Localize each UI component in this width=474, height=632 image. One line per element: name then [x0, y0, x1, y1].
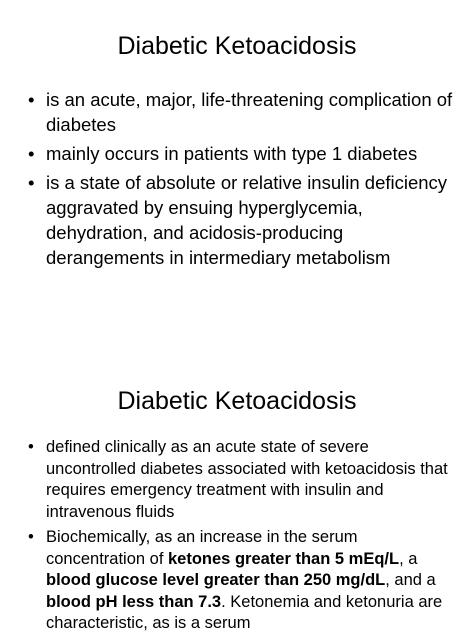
list-item: [28, 527, 460, 632]
text-run: , and a: [385, 571, 436, 589]
bullet-icon: •: [28, 172, 35, 193]
slide-2: [0, 358, 474, 632]
bold-text-glucose: blood glucose level greater than 250 mg/dL: [46, 571, 386, 589]
bullet-icon: •: [28, 438, 34, 456]
list-item: [28, 437, 460, 523]
text-run: Biochemically, as an increase in the serum concentration of: [46, 528, 358, 568]
list-item: [28, 141, 460, 166]
bullet-list: [28, 87, 460, 274]
bullet-icon: •: [28, 143, 35, 164]
bullet-text: [46, 528, 442, 632]
text-run: , a: [399, 549, 418, 568]
text-run: . Ketonemia and ketonuria are characteristic, as is a serum: [46, 592, 443, 632]
bullet-icon: •: [28, 528, 34, 546]
bullet-list: [28, 437, 460, 632]
bullet-text: is an acute, major, life-threatening complication of diabetes: [46, 89, 453, 135]
bold-text-ketones: ketones greater than 5 mEq/L: [168, 549, 400, 568]
list-item: [28, 170, 460, 270]
slide-title: Diabetic Ketoacidosis: [117, 387, 357, 415]
bullet-text: is a state of absolute or relative insulin deficiency aggravated by ensuing hyperglycemia, dehydration, and acidosis-producing derangements in intermediary metabolism: [46, 172, 448, 268]
bold-text-ph: blood pH less than 7.3: [46, 592, 222, 611]
list-item: [28, 87, 460, 137]
bullet-icon: •: [28, 89, 35, 110]
bullet-text: defined clinically as an acute state of severe uncontrolled diabetes associated with ketoacidosis that requires emergency treatment with insulin and intravenous fluids: [46, 438, 448, 521]
slide-title: Diabetic Ketoacidosis: [117, 32, 357, 60]
bullet-text: mainly occurs in patients with type 1 diabetes: [46, 143, 418, 164]
